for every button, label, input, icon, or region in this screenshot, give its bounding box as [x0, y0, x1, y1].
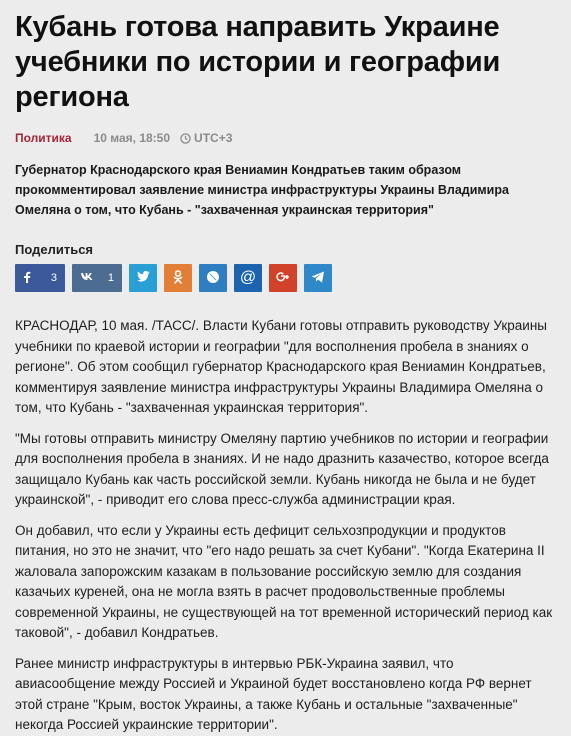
share-facebook-button[interactable]	[15, 264, 65, 292]
share-buttons	[15, 264, 557, 292]
livejournal-icon	[206, 270, 220, 287]
telegram-icon	[311, 271, 325, 286]
article-paragraph: Он добавил, что если у Украины есть дефицит сельхозпродукции и продуктов питания, но это не значит, что "его надо решать за счет Кубани". "Когда Екатерина II жаловала запорожским казакам в пользование российскую землю для создания казачьих куреней, она не могла взять в расчет продовольственные проблемы современной Украины, не существующей на тот временной исторический период как таковой", - добавил Кондратьев.	[15, 522, 553, 640]
article-title: Кубань готова направить Украине учебники по истории и географии региона	[15, 11, 501, 113]
share-label: Поделиться	[15, 242, 94, 257]
share-livejournal-button[interactable]	[199, 264, 227, 292]
facebook-count: 3	[50, 272, 57, 284]
share-twitter-button[interactable]	[129, 264, 157, 292]
share-odnoklassniki-button[interactable]	[164, 264, 192, 292]
article-body	[15, 316, 557, 736]
article-paragraph: КРАСНОДАР, 10 мая. /ТАСС/. Власти Кубани готовы отправить руководству Украины учебники по краевой истории и географии "для восполнения пробела в знаниях о регионе". Об этом сообщил губернатор Краснодарского края Вениамин Кондратьев, комментируя заявление министра инфраструктуры Украины Владимира Омеляна о том, что Кубань - "захваченная украинская территория".	[15, 318, 547, 415]
vk-icon	[80, 272, 94, 284]
share-google-plus-button[interactable]	[269, 264, 297, 292]
article-paragraph: "Мы готовы отправить министру Омеляну партию учебников по истории и географии для восполнения пробела в знаниях. И не надо дразнить казачество, которое всегда защищало Кубань как часть российской земли. Кубань никогда не была и не будет украинской", - приводит его слова пресс-служба администрации края.	[15, 430, 549, 507]
publish-date: 10 мая, 18:50	[93, 131, 171, 145]
timezone-label: UTC+3	[194, 131, 233, 145]
share-mail-ru-button[interactable]	[234, 264, 262, 292]
facebook-icon	[23, 271, 31, 286]
share-vk-button[interactable]	[72, 264, 122, 292]
share-telegram-button[interactable]	[304, 264, 332, 292]
article-meta	[15, 129, 557, 147]
google-plus-icon	[276, 271, 290, 286]
twitter-icon	[137, 271, 150, 285]
article-paragraph: Ранее министр инфраструктуры в интервью РБК-Украина заявил, что авиасообщение между Россией и Украиной будет восстановлено когда РФ вернет этой стране "Крым, восток Украины, а также Кубань и остальные "захваченные" некогда Россией украинские территории".	[15, 655, 532, 732]
odnoklassniki-icon	[173, 270, 183, 287]
clock-icon	[180, 133, 191, 144]
article-lead: Губернатор Краснодарского края Вениамин Кондратьев таким образом прокомментировал заявление министра инфраструктуры Украины Владимира Омеляна о том, что Кубань - "захваченная украинская территория"	[15, 163, 509, 217]
vk-count: 1	[107, 272, 114, 284]
timezone	[180, 131, 232, 145]
category-link[interactable]: Политика	[15, 131, 72, 145]
mail-ru-icon: @	[239, 269, 257, 286]
